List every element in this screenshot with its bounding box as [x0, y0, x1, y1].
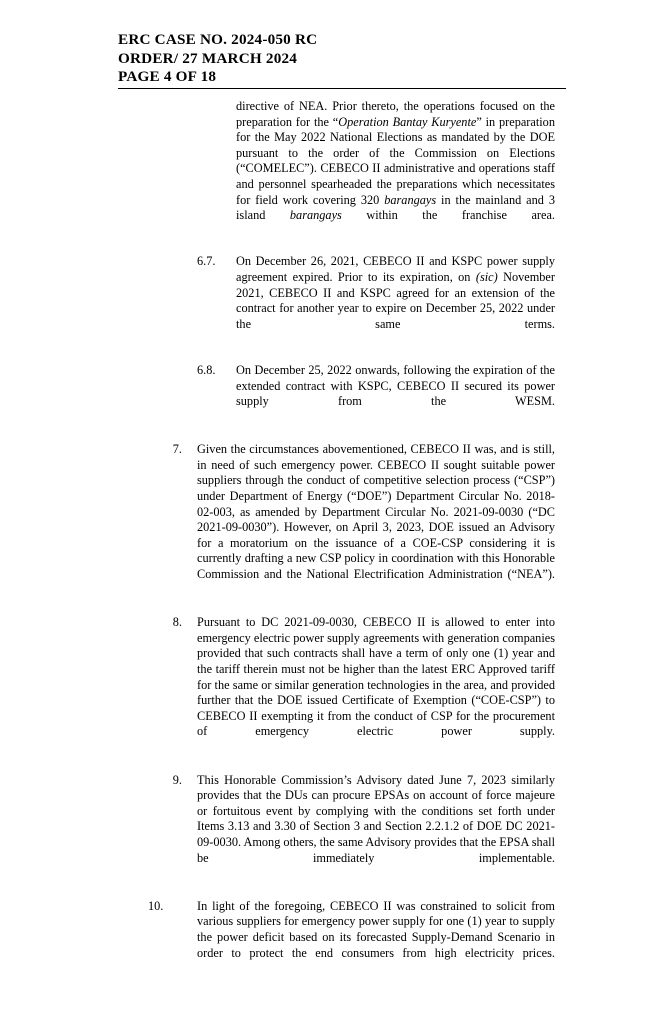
paragraph-item-8 — [172, 615, 555, 755]
item-number: 10. — [148, 898, 164, 913]
paragraph-text: Given the circumstances abovementioned, CEBECO II was, and is still, in need of such emergency power. CEBECO II sought suitable power suppliers through the conduct of competitive selection process (“CSP”) under Department of Energy (“DOE”) Department Circular No. 2018-02-003, as amended by Department Circular No. 2021-09-0030 (“DC 2021-09-0030”). However, on April 3, 2023, DOE issued an Advisory for a moratorium on the issuance of a COE-CSP considering it is currently drafting a new CSP policy in coordination with this Honorable Commission and the National Electrification Administration (“NEA”). — [197, 442, 555, 582]
paragraph-text: This Honorable Commission’s Advisory dated June 7, 2023 similarly provides that the DUs can procure EPSAs on account of force majeure or fortuitous event by complying with the conditions set forth under Items 3.13 and 3.30 of Section 3 and Section 2.2.1.2 of DOE DC 2021-09-0030. Among others, the same Advisory provides that the EPSA shall be immediately implementable. — [197, 772, 555, 865]
item-number: 9. — [172, 772, 182, 787]
paragraph-item-6-8 — [197, 362, 555, 425]
paragraph-item-7 — [172, 442, 555, 598]
paragraph-item-10 — [148, 898, 555, 977]
paragraph-text: In light of the foregoing, CEBECO II was constrained to solicit from various suppliers for emergency power supply for one (1) year to supply the power deficit based on its forecasted Supply-Demand Scenario in order to protect the end consumers from high electricity prices. — [197, 898, 555, 960]
paragraph-continuation-6-6 — [236, 99, 555, 239]
item-number: 6.8. — [197, 362, 216, 377]
item-number: 7. — [172, 442, 182, 457]
item-number: 8. — [172, 615, 182, 630]
paragraph-text: Pursuant to DC 2021-09-0030, CEBECO II is allowed to enter into emergency electric power supply agreements with generation companies provided that such contracts shall have a term of only one (1) year and the tariff therein must not be higher than the latest ERC Approved tariff for the same or similar generation technologies in the area, and provided further that the DOE issued Certificate of Exemption (“COE-CSP”) to CEBECO II exempting it from the conduct of CSP for the procurement of emergency electric power supply. — [197, 615, 555, 739]
item-number: 6.7. — [197, 254, 216, 269]
paragraph-text: On December 26, 2021, CEBECO II and KSPC power supply agreement expired. Prior to its expiration, on (sic) November 2021, CEBECO II and KSPC agreed for an extension of the contract for another year to expire on December 25, 2022 under the same terms. — [236, 254, 555, 331]
header-page-number: PAGE 4 OF 18 — [118, 68, 217, 86]
document-header — [118, 31, 568, 87]
paragraph-text: On December 25, 2022 onwards, following the expiration of the extended contract with KSPC, CEBECO II secured its power supply from the WESM. — [236, 362, 555, 409]
paragraph-item-9 — [172, 772, 555, 882]
header-divider-rule — [118, 88, 566, 89]
header-case-number: ERC CASE NO. 2024-050 RC — [118, 31, 318, 48]
paragraph-item-6-7 — [197, 254, 555, 348]
header-order-date: ORDER/ 27 MARCH 2024 — [118, 49, 298, 67]
paragraph-text: directive of NEA. Prior thereto, the operations focused on the preparation for the “Operation Bantay Kuryente” in preparation for the May 2022 National Elections as mandated by the DOE pursuant to the order of the Commission on Elections (“COMELEC”). CEBECO II administrative and operations staff and personnel spearheaded the preparations which necessitates for field work covering 320 barangays in the mainland and 3 island barangays within the franchise area. — [236, 99, 555, 223]
document-body — [0, 99, 670, 977]
